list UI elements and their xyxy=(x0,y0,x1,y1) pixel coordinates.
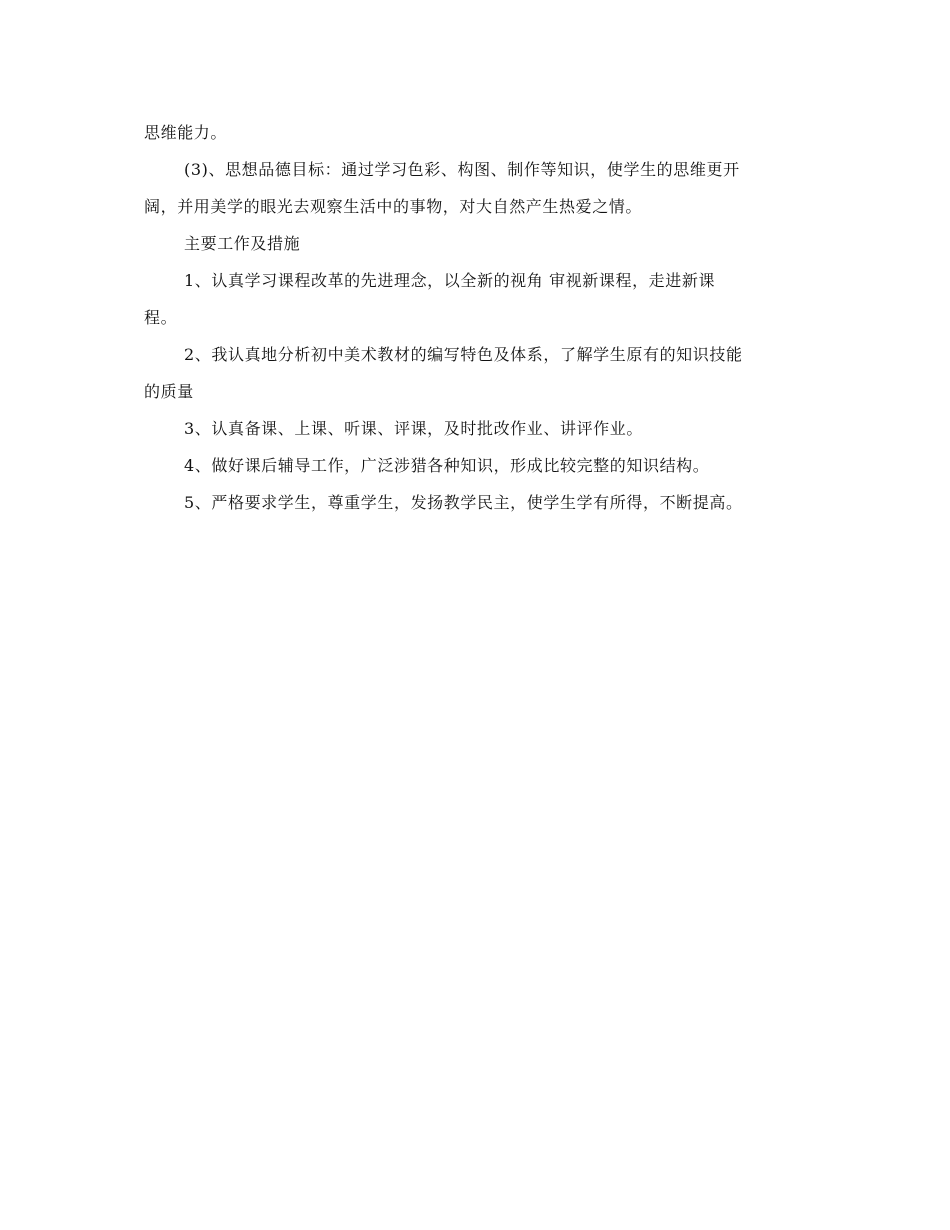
list-item xyxy=(144,336,809,410)
list-item xyxy=(144,484,809,521)
text-line: (3)、思想品德目标：通过学习色彩、构图、制作等知识，使学生的思维更开 xyxy=(184,160,740,179)
text-line: 阔，并用美学的眼光去观察生活中的事物，对大自然产生热爱之情。 xyxy=(144,197,643,216)
text-line: 程。 xyxy=(144,308,178,327)
document-body xyxy=(144,114,809,521)
paragraph-moral-goal xyxy=(144,151,809,225)
text-line: 思维能力。 xyxy=(144,123,228,142)
text-line: 5、严格要求学生，尊重学生，发扬教学民主，使学生学有所得，不断提高。 xyxy=(184,493,743,512)
list-item xyxy=(144,262,809,336)
text-line: 的质量 xyxy=(144,382,194,401)
section-heading xyxy=(144,225,809,262)
text-line: 2、我认真地分析初中美术教材的编写特色及体系，了解学生原有的知识技能 xyxy=(184,345,743,364)
list-item xyxy=(144,447,809,484)
paragraph-continuation xyxy=(144,114,809,151)
list-item xyxy=(144,410,809,447)
section-title: 主要工作及措施 xyxy=(184,234,301,253)
text-line: 1、认真学习课程改革的先进理念，以全新的视角 审视新课程，走进新课 xyxy=(184,271,716,290)
text-line: 4、做好课后辅导工作，广泛涉猎各种知识，形成比较完整的知识结构。 xyxy=(184,456,710,475)
text-line: 3、认真备课、上课、听课、评课，及时批改作业、讲评作业。 xyxy=(184,419,643,438)
